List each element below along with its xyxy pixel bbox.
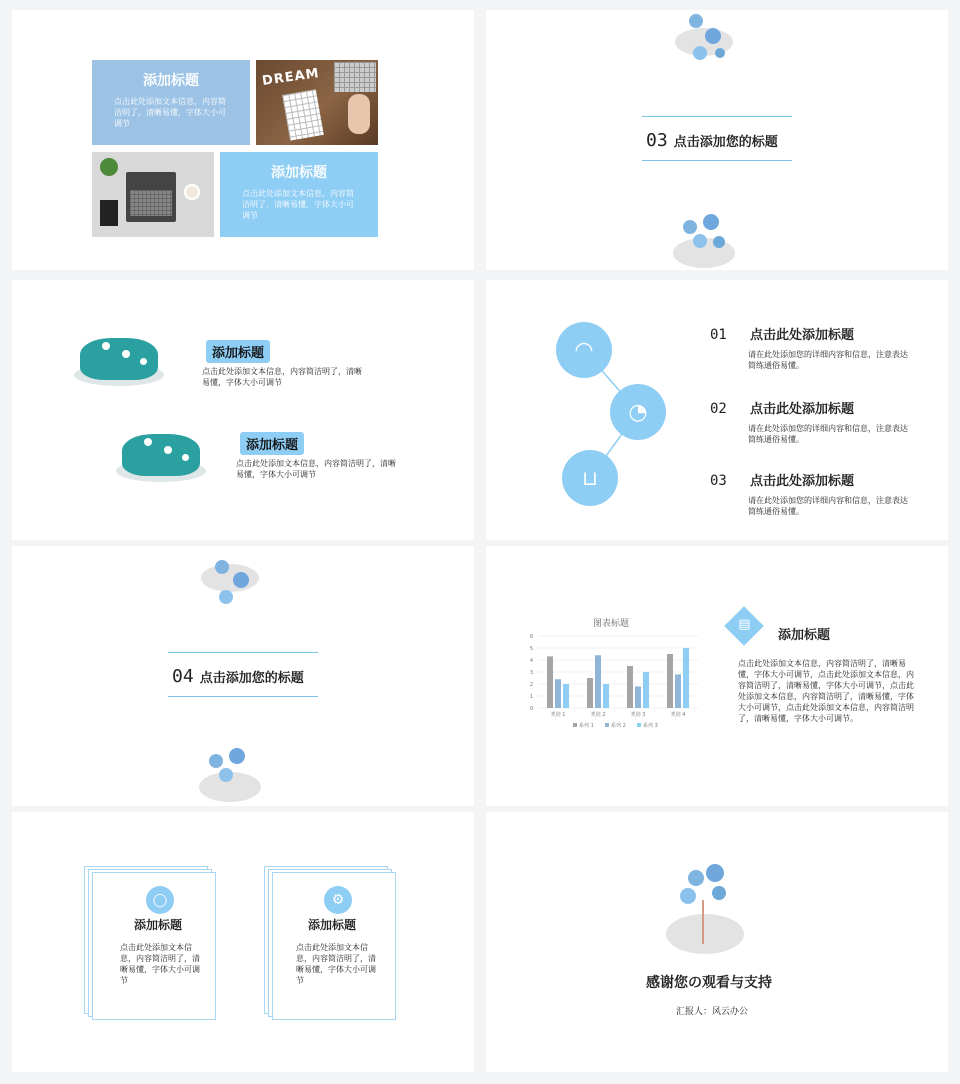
section-line-bottom <box>168 696 318 697</box>
panel-title: 添加标题 <box>778 628 831 643</box>
card-b-title: 添加标题 <box>271 165 327 181</box>
section-line-bottom <box>642 160 792 161</box>
teal-plant-image-1 <box>74 328 164 388</box>
y-tick-label: 3 <box>529 670 533 676</box>
bar-chart <box>516 616 706 736</box>
legend-label: 系列 2 <box>611 723 626 729</box>
teal-plant-image-2 <box>116 424 206 484</box>
item1-text: 点击此处添加文本信息，内容简洁明了，清晰易懂，字体大小可调节 <box>202 367 362 387</box>
bar <box>643 672 649 708</box>
bar <box>595 655 601 708</box>
section-heading <box>646 130 778 151</box>
card2-text: 点击此处添加文本信息，内容简洁明了，清晰易懂，字体大小可调节 <box>296 943 376 985</box>
thanks-title: 感谢您の观看与支持 <box>646 975 772 991</box>
item-title: 点击此处添加标题 <box>749 328 854 343</box>
section-title: 点击添加您的标题 <box>199 671 304 686</box>
item2-title: 添加标题 <box>240 432 304 455</box>
cart-circle <box>562 450 618 506</box>
notebook-image <box>100 200 118 226</box>
slide-1 <box>12 10 474 270</box>
legend-swatch <box>573 723 577 727</box>
bar <box>555 679 561 708</box>
slide-5 <box>12 546 474 806</box>
y-tick-label: 1 <box>529 694 533 700</box>
flower-bottom-image <box>671 208 741 270</box>
grid-paper-image <box>282 89 323 140</box>
bar <box>587 678 593 708</box>
section-title: 点击添加您的标题 <box>673 135 778 150</box>
card1-text: 点击此处添加文本信息，内容简洁明了，清晰易懂，字体大小可调节 <box>120 943 200 985</box>
slide-8 <box>486 812 948 1072</box>
flower-top-image <box>197 546 267 610</box>
laptop-image <box>126 172 176 222</box>
photo-laptop-top <box>92 152 214 237</box>
legend-label: 系列 3 <box>643 723 658 729</box>
slide-6 <box>486 546 948 806</box>
item-text: 请在此处添加您的详细内容和信息，注意表达简练通俗易懂。 <box>748 424 908 444</box>
card1-title: 添加标题 <box>134 918 183 932</box>
item-text: 请在此处添加您的详细内容和信息，注意表达简练通俗易懂。 <box>748 496 908 516</box>
bar <box>635 686 641 708</box>
item-title: 点击此处添加标题 <box>749 474 854 489</box>
laptop-keyboard-image <box>334 62 376 92</box>
bar <box>627 666 633 708</box>
card-a-text: 点击此处添加文本信息，内容简洁明了，清晰易懂，字体大小可调节 <box>114 97 226 128</box>
plant-image <box>100 158 118 176</box>
x-tick-label: 类别 2 <box>590 712 606 718</box>
section-number: 03 <box>646 130 668 151</box>
doc-diamond <box>724 606 764 646</box>
section-line-top <box>642 116 792 117</box>
wifi-icon: ◠ <box>574 337 594 363</box>
y-tick-label: 4 <box>529 658 533 664</box>
bar <box>683 648 689 708</box>
list-item-2 <box>710 398 910 445</box>
hand-image <box>348 94 370 134</box>
item-number: 02 <box>710 401 727 417</box>
gear-icon: ⚙ <box>331 892 345 908</box>
slide-4 <box>486 280 948 540</box>
card2-title: 添加标题 <box>308 918 357 932</box>
pie-circle <box>610 384 666 440</box>
document-icon: ▤ <box>738 616 751 632</box>
item2-text: 点击此处添加文本信息，内容简洁明了，清晰易懂，字体大小可调节 <box>236 459 396 479</box>
bar <box>675 674 681 708</box>
item-number: 03 <box>710 473 727 489</box>
wifi-circle <box>556 322 612 378</box>
y-tick-label: 6 <box>529 634 533 640</box>
flower-image <box>666 860 746 956</box>
card-a-title: 添加标题 <box>143 73 199 89</box>
legend-swatch <box>637 723 641 727</box>
panel-text: 点击此处添加文本信息，内容简洁明了，清晰易懂，字体大小可调节，点击此处添加文本信息，内容简洁明了，清晰易懂，字体大小可调节，点击此处添加文本信息，内容简洁明了，清晰易懂，字体大小可调节，点击此处添加文本信息，内容简洁明了，清晰易懂，字体大小可调节。 <box>738 659 914 723</box>
bar <box>603 684 609 708</box>
item-title: 点击此处添加标题 <box>749 402 854 417</box>
flower-bottom-image <box>197 742 267 806</box>
mouse-circle <box>146 886 174 914</box>
x-tick-label: 类别 3 <box>630 712 646 718</box>
flower-top-image <box>671 10 741 72</box>
slide-3 <box>12 280 474 540</box>
item-text: 请在此处添加您的详细内容和信息，注意表达简练通俗易懂。 <box>748 350 908 370</box>
section-heading <box>172 666 304 687</box>
legend-label: 系列 1 <box>579 723 594 729</box>
list-item-1 <box>710 324 910 371</box>
item-number: 01 <box>710 327 727 343</box>
card-b-text: 点击此处添加文本信息，内容简洁明了，清晰易懂，字体大小可调节 <box>242 189 354 220</box>
card-a <box>92 60 250 145</box>
legend-swatch <box>605 723 609 727</box>
list-item-3 <box>710 470 910 517</box>
section-line-top <box>168 652 318 653</box>
coffee-cup-image <box>184 184 200 200</box>
y-tick-label: 5 <box>529 646 533 652</box>
item1-title: 添加标题 <box>206 340 270 363</box>
photo-desk-dream <box>256 60 378 145</box>
gear-circle <box>324 886 352 914</box>
reporter: 汇报人：风云办公 <box>676 1007 749 1017</box>
x-tick-label: 类别 1 <box>550 712 566 718</box>
card-b <box>220 152 378 237</box>
bar <box>547 656 553 708</box>
chart-title: 图表标题 <box>592 619 630 629</box>
section-number: 04 <box>172 666 194 687</box>
x-tick-label: 类别 4 <box>670 712 686 718</box>
pie-chart-icon: ◔ <box>628 399 648 425</box>
slide-7 <box>12 812 474 1072</box>
bar <box>563 684 569 708</box>
mouse-icon: ◯ <box>152 892 168 908</box>
y-tick-label: 0 <box>529 706 533 712</box>
shopping-cart-icon: ⊔ <box>582 466 598 490</box>
dream-letters: DREAM <box>261 66 321 89</box>
y-tick-label: 2 <box>529 682 533 688</box>
slide-2 <box>486 10 948 270</box>
bar <box>667 654 673 708</box>
